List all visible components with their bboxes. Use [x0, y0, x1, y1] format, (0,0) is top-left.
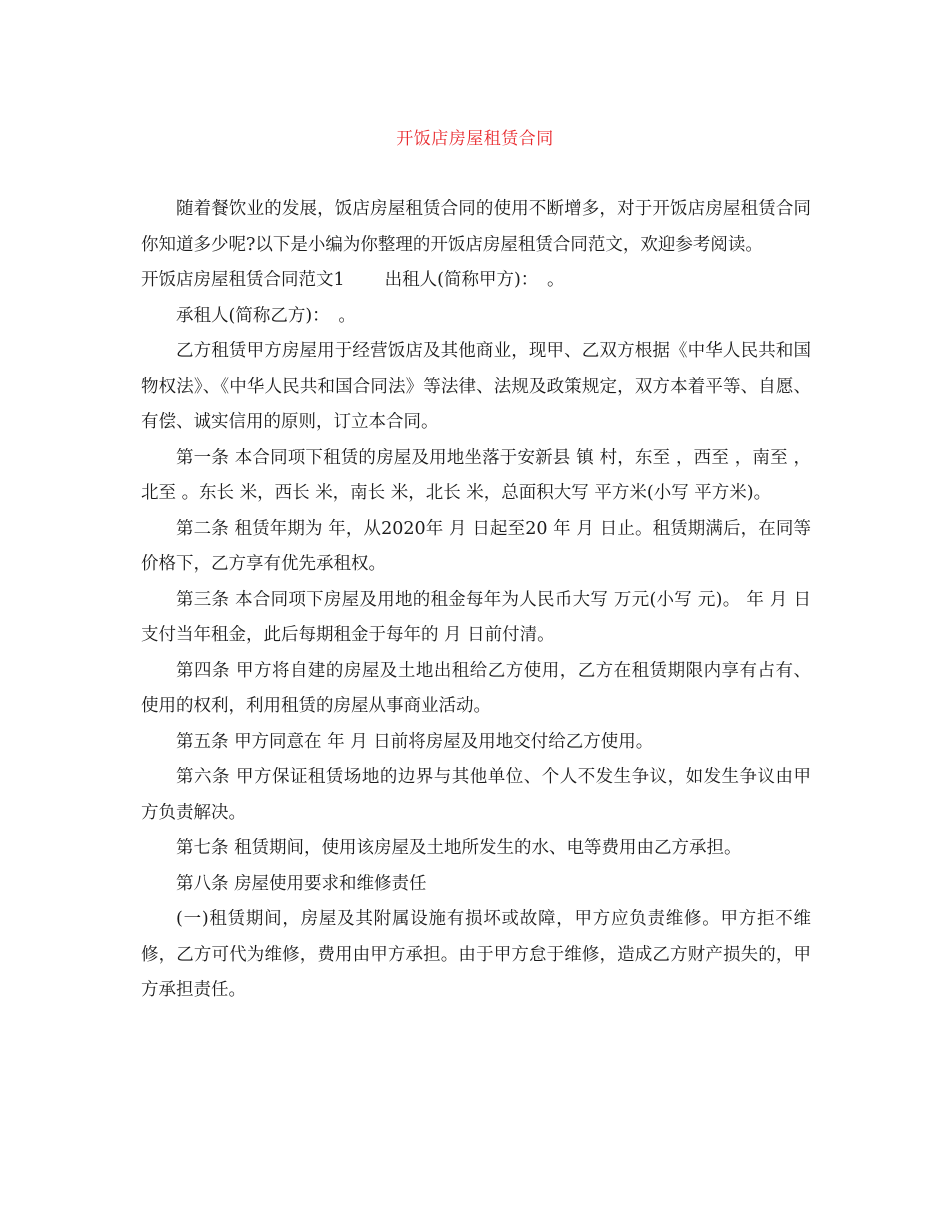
clause-7: 第七条 租赁期间，使用该房屋及土地所发生的水、电等费用由乙方承担。 — [176, 838, 742, 858]
clause-1: 第一条 本合同项下租赁的房屋及用地坐落于安新县 镇 村，东至 ，西至 ，南至 ，北至 。东长 米，西长 米，南长 米，北长 米，总面积大写 平方米(小写 平方米)。 — [141, 447, 811, 503]
sample-heading: 开饭店房屋租赁合同范文1 — [141, 270, 345, 290]
clause-6: 第六条 甲方保证租赁场地的边界与其他单位、个人不发生争议，如发生争议由甲方负责解决。 — [141, 767, 811, 823]
sample-heading-line — [141, 263, 811, 299]
lessee-line: 承租人(简称乙方)： 。 — [176, 305, 356, 326]
clause-3: 第三条 本合同项下房屋及用地的租金每年为人民币大写 万元(小写 元)。 年 月 日支付当年租金，此后每期租金于每年的 月 日前付清。 — [141, 589, 811, 645]
clause-8: 第八条 房屋使用要求和维修责任 — [176, 873, 427, 894]
clause-8-item-1: (一)租赁期间，房屋及其附属设施有损坏或故障，甲方应负责维修。甲方拒不维修，乙方可代为维修，费用由甲方承担。由于甲方怠于维修，造成乙方财产损失的，甲方承担责任。 — [141, 909, 811, 1000]
document-body — [141, 192, 811, 1009]
clause-5: 第五条 甲方同意在 年 月 日前将房屋及用地交付给乙方使用。 — [176, 731, 654, 752]
lessor-line: 出租人(简称甲方)： 。 — [384, 270, 565, 290]
paragraph-purpose: 乙方租赁甲方房屋用于经营饭店及其他商业，现甲、乙双方根据《中华人民共和国物权法》、《中华人民共和国合同法》等法律、法规及政策规定，双方本着平等、自愿、有偿、诚实信用的原则，订立本合同。 — [141, 341, 811, 432]
intro-paragraph: 随着餐饮业的发展，饭店房屋租赁合同的使用不断增多，对于开饭店房屋租赁合同你知道多少呢?以下是小编为你整理的开饭店房屋租赁合同范文，欢迎参考阅读。 — [141, 199, 811, 255]
clause-4: 第四条 甲方将自建的房屋及土地出租给乙方使用，乙方在租赁期限内享有占有、使用的权利，利用租赁的房屋从事商业活动。 — [141, 660, 811, 716]
clause-2: 第二条 租赁年期为 年，从2020年 月 日起至20 年 月 日止。租赁期满后，在同等价格下，乙方享有优先承租权。 — [141, 518, 811, 574]
document-title: 开饭店房屋租赁合同 — [396, 129, 554, 149]
